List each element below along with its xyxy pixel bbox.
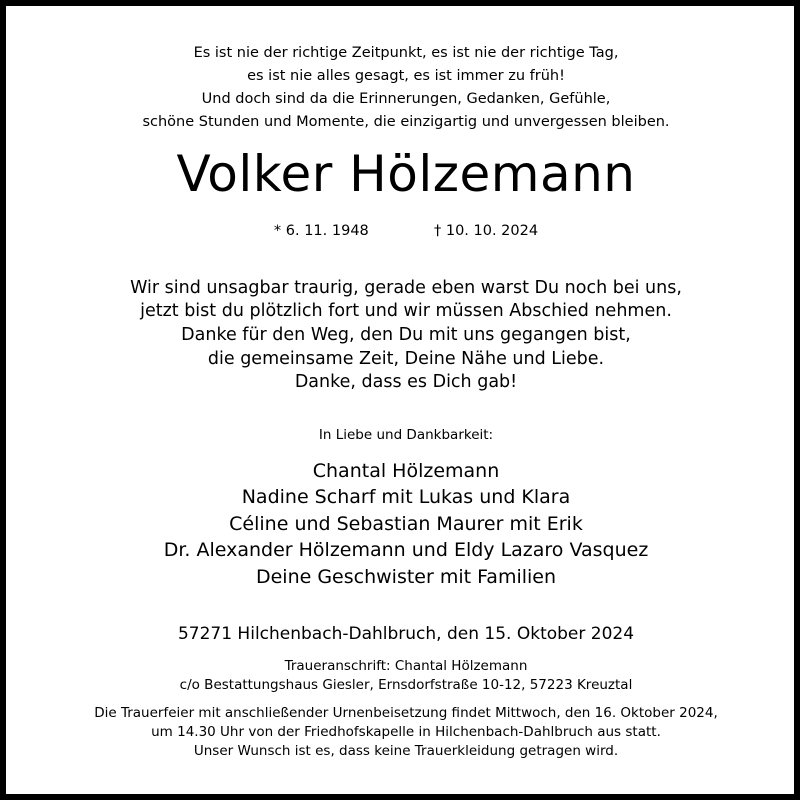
ceremony-line: um 14.30 Uhr von der Friedhofskapelle in Hilchenbach-Dahlbruch aus statt. bbox=[151, 724, 661, 740]
message-line: Danke, dass es Dich gab! bbox=[294, 372, 518, 392]
birth-date: * 6. 11. 1948 bbox=[273, 223, 369, 239]
message-line: Wir sind unsagbar traurig, gerade eben warst Du noch bei uns, bbox=[130, 278, 682, 298]
mourner-line: Chantal Hölzemann bbox=[312, 460, 500, 482]
place-date: 57271 Hilchenbach-Dahlbruch, den 15. Oktober 2024 bbox=[177, 624, 635, 644]
address-line: c/o Bestattungshaus Giesler, Ernsdorfstraße 10-12, 57223 Kreuztal bbox=[179, 677, 633, 693]
message-line: die gemeinsame Zeit, Deine Nähe und Liebe. bbox=[207, 349, 605, 369]
ceremony-line: Unser Wunsch ist es, dass keine Trauerkleidung getragen wird. bbox=[193, 743, 619, 759]
mourner-line: Deine Geschwister mit Familien bbox=[255, 566, 557, 588]
poem-line: es ist nie alles gesagt, es ist immer zu früh! bbox=[247, 68, 565, 84]
gratitude-line: In Liebe und Dankbarkeit: bbox=[318, 427, 494, 443]
death-date: † 10. 10. 2024 bbox=[433, 223, 539, 239]
mourner-line: Dr. Alexander Hölzemann und Eldy Lazaro Vasquez bbox=[163, 539, 649, 561]
deceased-name: Volker Hölzemann bbox=[176, 145, 636, 203]
poem-line: schöne Stunden und Momente, die einzigartig und unvergessen bleiben. bbox=[142, 114, 670, 130]
message-line: Danke für den Weg, den Du mit uns gegangen bist, bbox=[181, 325, 631, 345]
mourner-line: Céline und Sebastian Maurer mit Erik bbox=[229, 513, 583, 535]
poem-line: Und doch sind da die Erinnerungen, Gedanken, Gefühle, bbox=[201, 91, 611, 107]
address-line: Traueranschrift: Chantal Hölzemann bbox=[284, 658, 528, 674]
life-dates bbox=[6, 223, 800, 239]
poem-line: Es ist nie der richtige Zeitpunkt, es ist nie der richtige Tag, bbox=[193, 45, 619, 61]
mourner-line: Nadine Scharf mit Lukas und Klara bbox=[241, 486, 571, 508]
ceremony-line: Die Trauerfeier mit anschließender Urnenbeisetzung findet Mittwoch, den 16. Oktober 2024, bbox=[94, 705, 718, 721]
message-line: jetzt bist du plötzlich fort und wir müssen Abschied nehmen. bbox=[140, 301, 672, 321]
